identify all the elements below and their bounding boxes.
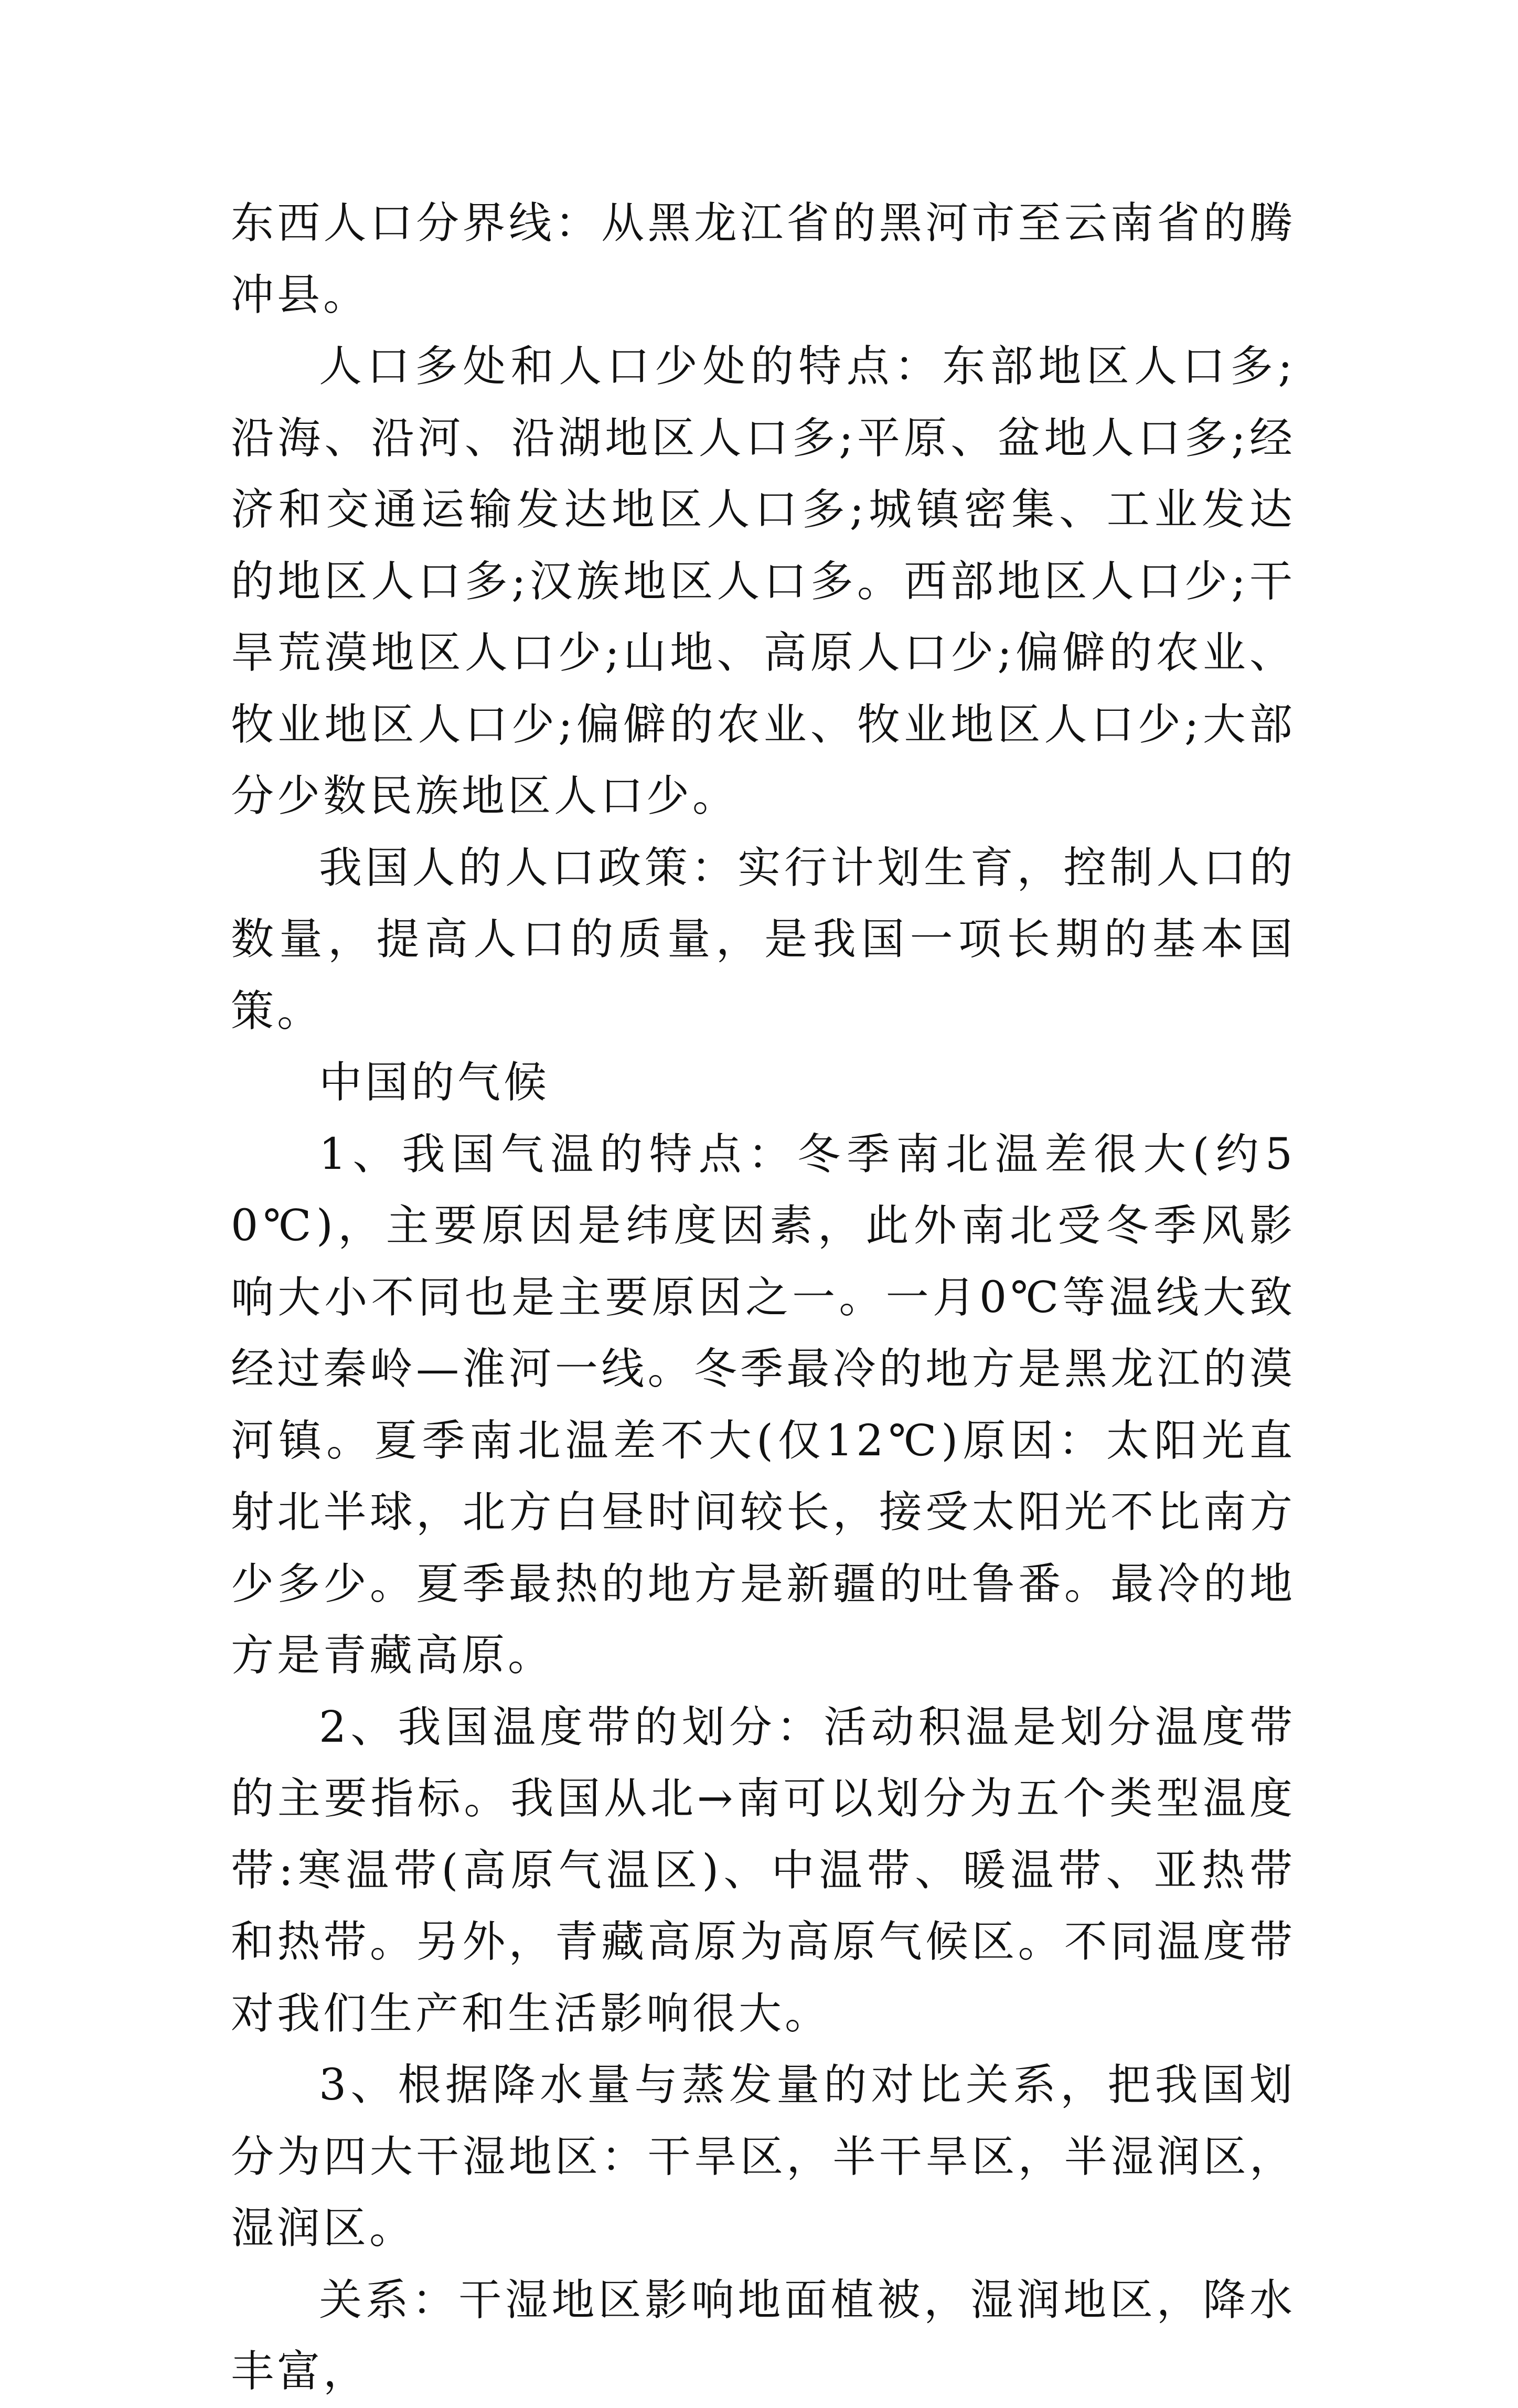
paragraph-population-distribution: 人口多处和人口少处的特点：东部地区人口多;沿海、沿河、沿湖地区人口多;平原、盆地人口多;经济和交通运输发达地区人口多;城镇密集、工业发达的地区人口多;汉族地区人口多。西部地区人口少;干旱荒漠地区人口少;山地、高原人口少;偏僻的农业、牧业地区人口少;偏僻的农业、牧业地区人口少;大部分少数民族地区人口少。: [231, 342, 1296, 821]
paragraph-dry-wet-regions: 3、根据降水量与蒸发量的对比关系，把我国划分为四大干湿地区：干旱区，半干旱区，半湿润区，湿润区。: [231, 2060, 1296, 2253]
paragraph-temperature-zones: 2、我国温度带的划分：活动积温是划分温度带的主要指标。我国从北→南可以划分为五个类型温度带:寒温带(高原气温区)、中温带、暖温带、亚热带和热带。另外，青藏高原为高原气候区。不同温度带对我们生产和生活影响很大。: [231, 1702, 1296, 2039]
document-body: [231, 188, 1296, 2408]
paragraph-relationship: 关系：干湿地区影响地面植被，湿润地区，降水丰富，: [231, 2275, 1296, 2396]
paragraph-population-boundary: 东西人口分界线：从黑龙江省的黑河市至云南省的腾冲县。: [231, 198, 1296, 320]
paragraph-temperature-features: 1、我国气温的特点：冬季南北温差很大(约50℃)，主要原因是纬度因素，此外南北受冬季风影响大小不同也是主要原因之一。一月0℃等温线大致经过秦岭—淮河一线。冬季最冷的地方是黑龙江的漠河镇。夏季南北温差不大(仅12℃)原因：太阳光直射北半球，北方白昼时间较长，接受太阳光不比南方少多少。夏季最热的地方是新疆的吐鲁番。最冷的地方是青藏高原。: [231, 1129, 1296, 1680]
section-heading-climate: 中国的气候: [319, 1058, 550, 1107]
paragraph-population-policy: 我国人的人口政策：实行计划生育，控制人口的数量，提高人口的质量，是我国一项长期的基本国策。: [231, 843, 1296, 1036]
